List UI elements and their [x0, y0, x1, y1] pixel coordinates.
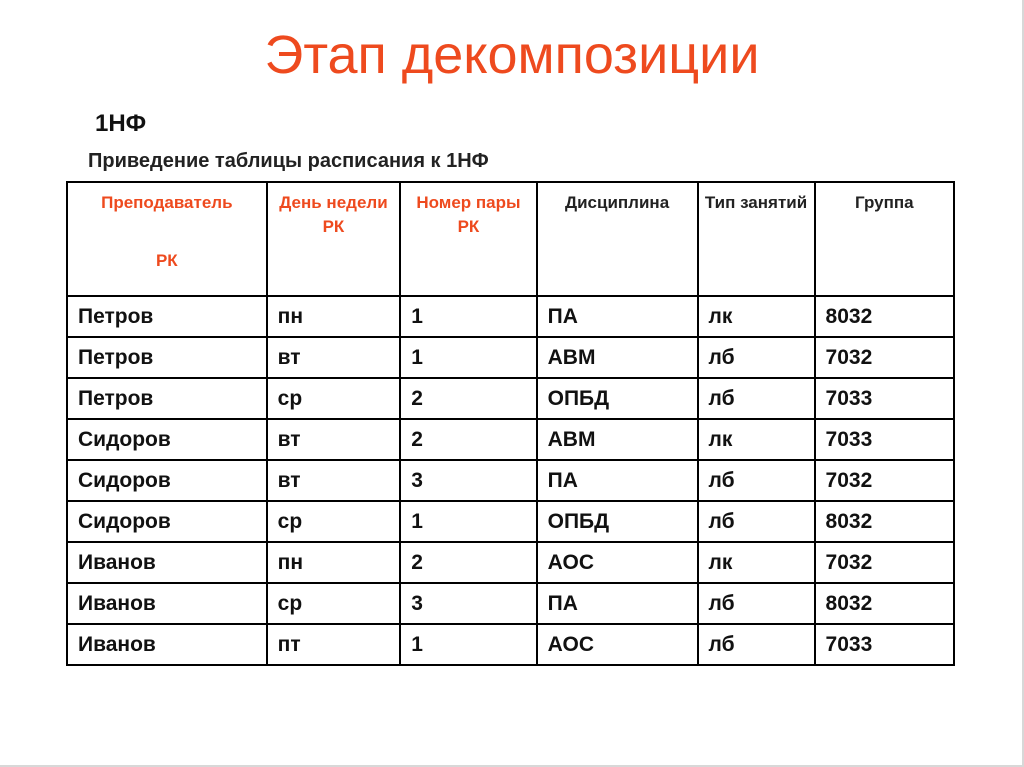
cell-lesson-type: лк	[698, 296, 815, 337]
cell-teacher: Петров	[67, 337, 267, 378]
cell-discipline: ПА	[537, 460, 698, 501]
cell-teacher: Иванов	[67, 542, 267, 583]
cell-day: вт	[267, 419, 401, 460]
header-teacher	[67, 182, 267, 296]
header-label: Тип занятий	[704, 193, 808, 212]
table-header-row	[67, 182, 954, 296]
cell-lesson-type: лб	[698, 501, 815, 542]
table-row	[67, 296, 954, 337]
header-label: Преподаватель	[101, 193, 233, 212]
cell-day: ср	[267, 501, 401, 542]
cell-group: 7033	[815, 624, 954, 665]
cell-pair: 1	[400, 337, 536, 378]
header-discipline	[537, 182, 698, 296]
cell-pair: 2	[400, 419, 536, 460]
cell-teacher: Сидоров	[67, 419, 267, 460]
table-row	[67, 460, 954, 501]
cell-pair: 1	[400, 624, 536, 665]
cell-teacher: Иванов	[67, 624, 267, 665]
cell-discipline: ОПБД	[537, 501, 698, 542]
cell-pair: 2	[400, 378, 536, 419]
primary-key-mark: РК	[457, 217, 480, 236]
cell-pair: 3	[400, 460, 536, 501]
cell-discipline: ОПБД	[537, 378, 698, 419]
table-caption: Приведение таблицы расписания к 1НФ	[88, 150, 489, 172]
cell-discipline: ПА	[537, 583, 698, 624]
header-lesson-type	[698, 182, 815, 296]
header-pair-number	[400, 182, 536, 296]
header-day	[267, 182, 401, 296]
header-label: День недели	[279, 193, 388, 212]
cell-group: 7033	[815, 378, 954, 419]
primary-key-mark: РК	[322, 217, 345, 236]
table-row	[67, 419, 954, 460]
cell-day: ср	[267, 583, 401, 624]
cell-teacher: Иванов	[67, 583, 267, 624]
cell-pair: 2	[400, 542, 536, 583]
cell-lesson-type: лб	[698, 337, 815, 378]
cell-group: 7033	[815, 419, 954, 460]
cell-day: вт	[267, 337, 401, 378]
table-row	[67, 337, 954, 378]
table-row	[67, 624, 954, 665]
cell-teacher: Петров	[67, 296, 267, 337]
cell-discipline: АВМ	[537, 337, 698, 378]
cell-discipline: АОС	[537, 542, 698, 583]
cell-lesson-type: лб	[698, 378, 815, 419]
cell-teacher: Петров	[67, 378, 267, 419]
table-row	[67, 501, 954, 542]
cell-group: 8032	[815, 296, 954, 337]
cell-lesson-type: лб	[698, 583, 815, 624]
cell-lesson-type: лк	[698, 419, 815, 460]
cell-pair: 1	[400, 296, 536, 337]
cell-pair: 1	[400, 501, 536, 542]
cell-discipline: АВМ	[537, 419, 698, 460]
slide-subtitle: 1НФ	[95, 110, 147, 137]
cell-group: 7032	[815, 460, 954, 501]
cell-lesson-type: лк	[698, 542, 815, 583]
cell-day: пт	[267, 624, 401, 665]
cell-day: пн	[267, 296, 401, 337]
header-label: Группа	[854, 193, 914, 212]
schedule-table	[66, 181, 955, 666]
slide-title: Этап декомпозиции	[264, 25, 760, 85]
header-label: Номер пары	[416, 193, 521, 212]
header-label: Дисциплина	[564, 193, 670, 212]
cell-teacher: Сидоров	[67, 460, 267, 501]
cell-teacher: Сидоров	[67, 501, 267, 542]
cell-day: пн	[267, 542, 401, 583]
cell-pair: 3	[400, 583, 536, 624]
cell-lesson-type: лб	[698, 624, 815, 665]
cell-lesson-type: лб	[698, 460, 815, 501]
cell-group: 8032	[815, 583, 954, 624]
header-group	[815, 182, 954, 296]
cell-group: 8032	[815, 501, 954, 542]
table-row	[67, 378, 954, 419]
cell-day: вт	[267, 460, 401, 501]
cell-discipline: АОС	[537, 624, 698, 665]
cell-day: ср	[267, 378, 401, 419]
table-row	[67, 583, 954, 624]
cell-group: 7032	[815, 542, 954, 583]
table-row	[67, 542, 954, 583]
cell-discipline: ПА	[537, 296, 698, 337]
cell-group: 7032	[815, 337, 954, 378]
primary-key-mark: РК	[155, 251, 178, 270]
